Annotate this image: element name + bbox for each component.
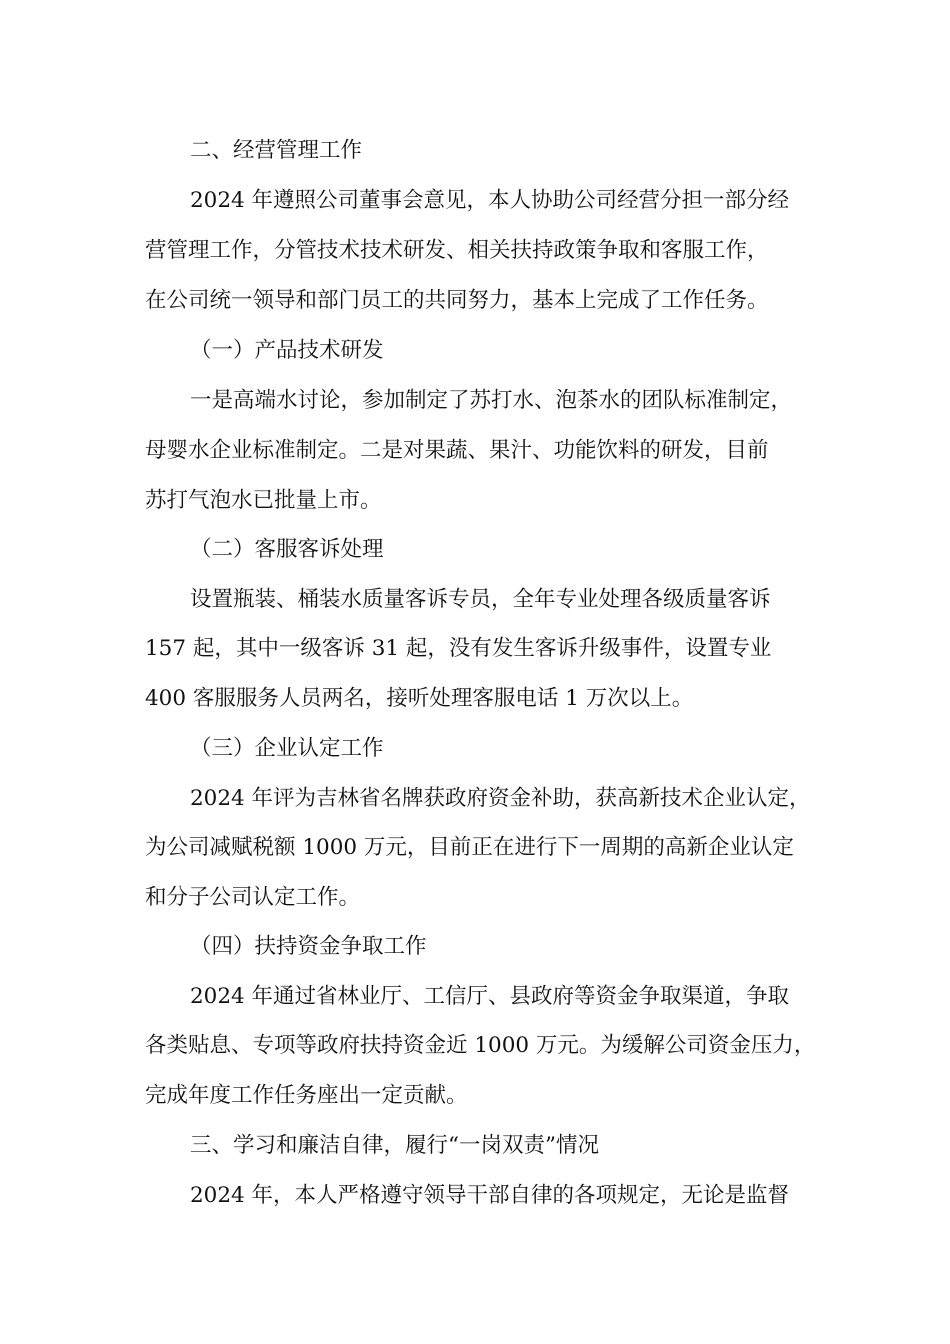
paragraph-line: 营管理工作，分管技术技术研发、相关扶持政策争取和客服工作， xyxy=(145,238,769,263)
section-heading: 二、经营管理工作 xyxy=(190,138,363,163)
paragraph-line: 苏打气泡水已批量上市。 xyxy=(145,488,382,513)
paragraph-line: 为公司减赋税额 1000 万元，目前正在进行下一周期的高新企业认定 xyxy=(145,835,794,860)
section-heading: 三、学习和廉洁自律，履行“一岗双责”情况 xyxy=(190,1133,599,1158)
subsection-heading: （三）企业认定工作 xyxy=(190,736,384,761)
subsection-heading: （一）产品技术研发 xyxy=(190,338,384,363)
paragraph-line: 2024 年遵照公司董事会意见，本人协助公司经营分担一部分经 xyxy=(190,188,790,213)
paragraph-line: 在公司统一领导和部门员工的共同努力，基本上完成了工作任务。 xyxy=(145,288,769,313)
paragraph-line: 2024 年通过省林业厅、工信厅、县政府等资金争取渠道，争取 xyxy=(190,984,790,1009)
subsection-heading: （二）客服客诉处理 xyxy=(190,537,384,562)
paragraph-line: 2024 年评为吉林省名牌获政府资金补助，获高新技术企业认定， xyxy=(190,786,811,811)
paragraph-line: 2024 年，本人严格遵守领导干部自律的各项规定，无论是监督 xyxy=(190,1183,790,1208)
paragraph-line: 各类贴息、专项等政府扶持资金近 1000 万元。为缓解公司资金压力， xyxy=(145,1033,816,1058)
paragraph-line: 完成年度工作任务座出一定贡献。 xyxy=(145,1083,468,1108)
paragraph-line: 和分子公司认定工作。 xyxy=(145,885,361,910)
paragraph-line: 设置瓶装、桶装水质量客诉专员，全年专业处理各级质量客诉 xyxy=(190,587,771,612)
subsection-heading: （四）扶持资金争取工作 xyxy=(190,934,427,959)
paragraph-line: 母婴水企业标准制定。二是对果蔬、果汁、功能饮料的研发，目前 xyxy=(145,438,769,463)
paragraph-line: 157 起，其中一级客诉 31 起，没有发生客诉升级事件，设置专业 xyxy=(145,636,772,661)
paragraph-line: 一是高端水讨论，参加制定了苏打水、泡茶水的团队标准制定， xyxy=(190,388,793,413)
paragraph-line: 400 客服服务人员两名，接听处理客服电话 1 万次以上。 xyxy=(145,686,694,711)
